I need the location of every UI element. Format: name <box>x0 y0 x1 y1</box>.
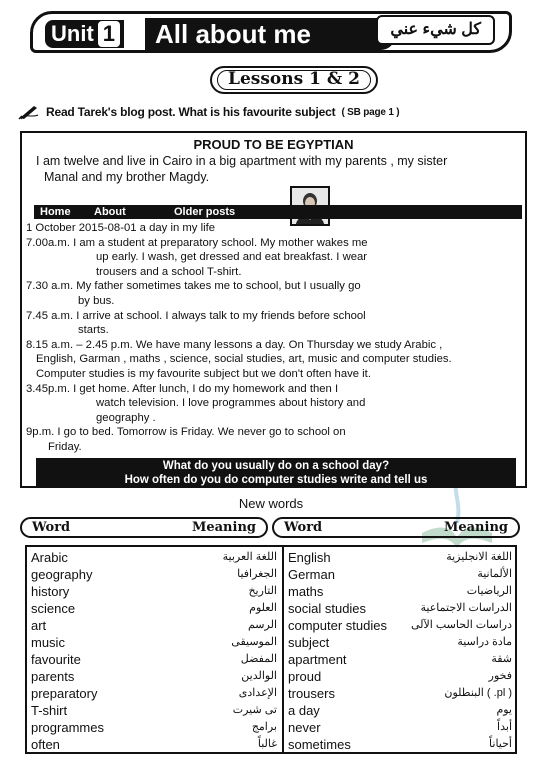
vocab-meaning: فخور <box>488 670 512 682</box>
vocab-row <box>31 583 277 600</box>
vocab-meaning: غالباً <box>257 738 277 750</box>
question-line: What do you usually do on a school day? <box>162 460 390 472</box>
vocab-row <box>288 600 512 617</box>
vocab-meaning: العلوم <box>249 602 277 614</box>
unit-banner <box>30 11 512 53</box>
meaning-header: Meaning <box>443 520 508 535</box>
vocab-column-left <box>31 549 277 753</box>
vocab-row <box>31 549 277 566</box>
blog-entry <box>26 309 517 338</box>
vocab-word: music <box>31 635 65 650</box>
vocab-meaning: ( pl. ) البنطلون <box>444 687 512 699</box>
vocab-word: never <box>288 720 321 735</box>
vocab-row <box>288 566 512 583</box>
vocab-word: a day <box>288 703 320 718</box>
blog-post <box>20 131 527 488</box>
blog-title: PROUD TO BE EGYPTIAN <box>193 137 354 152</box>
vocab-word: social studies <box>288 601 367 616</box>
instruction <box>18 104 399 120</box>
blog-nav-bar <box>34 205 522 219</box>
vocab-row <box>288 583 512 600</box>
vocab-word: preparatory <box>31 686 98 701</box>
entry-line: up early. I wash, get dressed and eat breakfast. I wear <box>96 251 368 264</box>
blog-entry <box>26 338 517 382</box>
vocab-row <box>31 617 277 634</box>
vocab-row <box>288 668 512 685</box>
vocab-row <box>288 617 512 634</box>
entry-line: starts. <box>78 324 109 337</box>
vocab-row <box>31 634 277 651</box>
vocab-meaning: الألمانية <box>477 568 512 580</box>
vocab-row <box>31 600 277 617</box>
vocab-word: favourite <box>31 652 81 667</box>
entry-line: trousers and a school T-shirt. <box>96 265 242 278</box>
vocab-word: parents <box>31 669 75 684</box>
blog-question-bar <box>36 458 516 488</box>
vocab-meaning: اللغة العربية <box>222 551 277 563</box>
vocab-row <box>288 651 512 668</box>
lessons-heading <box>210 66 378 94</box>
blog-entry <box>26 221 517 236</box>
vocab-meaning: الموسيقى <box>231 636 277 648</box>
entry-line: 1 October 2015-08-01 a day in my life <box>26 222 216 234</box>
sb-page-ref: ( SB page 1 ) <box>341 106 400 118</box>
vocab-meaning: يوم <box>496 704 512 716</box>
vocab-word: art <box>31 618 47 633</box>
vocab-table <box>25 545 517 754</box>
vocab-row <box>288 736 512 753</box>
vocab-meaning: أحياناً <box>489 738 512 750</box>
blog-entries <box>26 221 517 455</box>
entry-line: 3.45p.m. I get home. After lunch, I do my homework and then I <box>26 382 339 395</box>
vocab-row <box>31 702 277 719</box>
vocab-word: English <box>288 550 331 565</box>
vocab-row <box>288 634 512 651</box>
vocab-meaning: برامج <box>251 721 277 733</box>
vocab-row <box>288 685 512 702</box>
vocab-word: Arabic <box>31 550 68 565</box>
vocab-meaning: مادة دراسية <box>457 636 512 648</box>
question-line: How often do you do computer studies write and tell us <box>124 474 428 486</box>
vocab-word: programmes <box>31 720 104 735</box>
blog-intro <box>36 153 515 185</box>
vocab-word: computer studies <box>288 618 387 633</box>
entry-line: 8.15 a.m. – 2.45 p.m. We have many lessons a day. On Thursday we study Arabic , <box>26 338 443 351</box>
vocab-meaning: الرسم <box>247 619 277 631</box>
entry-line: 7.45 a.m. I arrive at school. I always talk to my friends before school <box>26 309 366 322</box>
vocab-row <box>31 719 277 736</box>
blog-entry <box>26 236 517 280</box>
entry-line: 7.30 a.m. My father sometimes takes me to school, but I usually go <box>26 280 361 293</box>
vocab-word: sometimes <box>288 737 351 752</box>
vocab-meaning: دراسات الحاسب الآلى <box>410 619 512 631</box>
unit-label-text: Unit <box>51 21 94 46</box>
vocab-meaning: تى شيرت <box>232 704 277 716</box>
entry-line: 7.00a.m. I am a student at preparatory school. My mother wakes me <box>26 236 368 249</box>
entry-line: watch television. I love programmes about history and <box>96 397 366 410</box>
nav-link-older-posts[interactable]: Older posts <box>174 206 236 218</box>
vocab-column-right <box>288 549 512 753</box>
vocab-word: trousers <box>288 686 335 701</box>
vocab-meaning: أبداً <box>497 721 512 733</box>
unit-title: All about me <box>145 18 395 50</box>
vocab-meaning: الوالدين <box>241 670 277 682</box>
entry-line: Computer studies is my favourite subject but we don't often have it. <box>36 367 371 380</box>
vocab-word: German <box>288 567 335 582</box>
vocab-meaning: الرياضيات <box>466 585 512 597</box>
arabic-unit-title: كل شيء عني <box>376 15 495 45</box>
blog-intro-line: I am twelve and live in Cairo in a big apartment with my parents , my sister <box>36 154 448 168</box>
vocab-word: geography <box>31 567 93 582</box>
lessons-heading-text: Lessons 1 & 2 <box>228 69 360 89</box>
entry-line: English, Garman , maths , science, social studies, art, music and computer studies. <box>36 353 452 366</box>
unit-number: 1 <box>98 21 120 47</box>
entry-line: 9p.m. I go to bed. Tomorrow is Friday. We never go to school on <box>26 426 346 439</box>
vocab-meaning: شقة <box>491 653 512 665</box>
vocab-divider <box>282 547 284 752</box>
word-header: Word <box>284 520 323 535</box>
nav-link-about[interactable]: About <box>94 206 126 218</box>
vocab-word: subject <box>288 635 330 650</box>
vocab-word: apartment <box>288 652 347 667</box>
new-words-heading: New words <box>238 496 304 511</box>
vocab-meaning: الإعدادى <box>238 687 277 699</box>
vocab-word: proud <box>288 669 322 684</box>
vocab-word: T-shirt <box>31 703 68 718</box>
vocab-row <box>31 668 277 685</box>
instruction-text: Read Tarek's blog post. What is his favourite subject <box>46 105 336 119</box>
vocab-word: often <box>31 737 60 752</box>
nav-link-home[interactable]: Home <box>40 206 71 218</box>
blog-entry <box>26 425 517 454</box>
word-header: Word <box>32 520 71 535</box>
meaning-header: Meaning <box>191 520 256 535</box>
entry-line: by bus. <box>78 294 115 307</box>
vocab-word: maths <box>288 584 324 599</box>
entry-line: Friday. <box>48 440 82 453</box>
blog-intro-line: Manal and my brother Magdy. <box>44 170 210 184</box>
vocab-header-right <box>272 517 520 538</box>
blog-entry <box>26 382 517 426</box>
vocab-row <box>31 736 277 753</box>
pen-icon <box>18 104 40 120</box>
vocab-word: science <box>31 601 76 616</box>
vocab-word: history <box>31 584 70 599</box>
vocab-row <box>31 566 277 583</box>
vocab-row <box>288 549 512 566</box>
vocab-meaning: الدراسات الاجتماعية <box>420 602 512 614</box>
vocab-meaning: اللغة الانجليزية <box>446 551 512 563</box>
vocab-row <box>288 719 512 736</box>
vocab-meaning: التاريخ <box>248 585 277 597</box>
vocab-meaning: الجغرافيا <box>237 568 277 580</box>
blog-entry <box>26 279 517 308</box>
entry-line: geography . <box>96 411 156 424</box>
unit-label <box>45 20 124 48</box>
vocab-row <box>31 685 277 702</box>
vocab-row <box>288 702 512 719</box>
vocab-header-left <box>20 517 268 538</box>
vocab-meaning: المفضل <box>240 653 277 665</box>
vocab-row <box>31 651 277 668</box>
